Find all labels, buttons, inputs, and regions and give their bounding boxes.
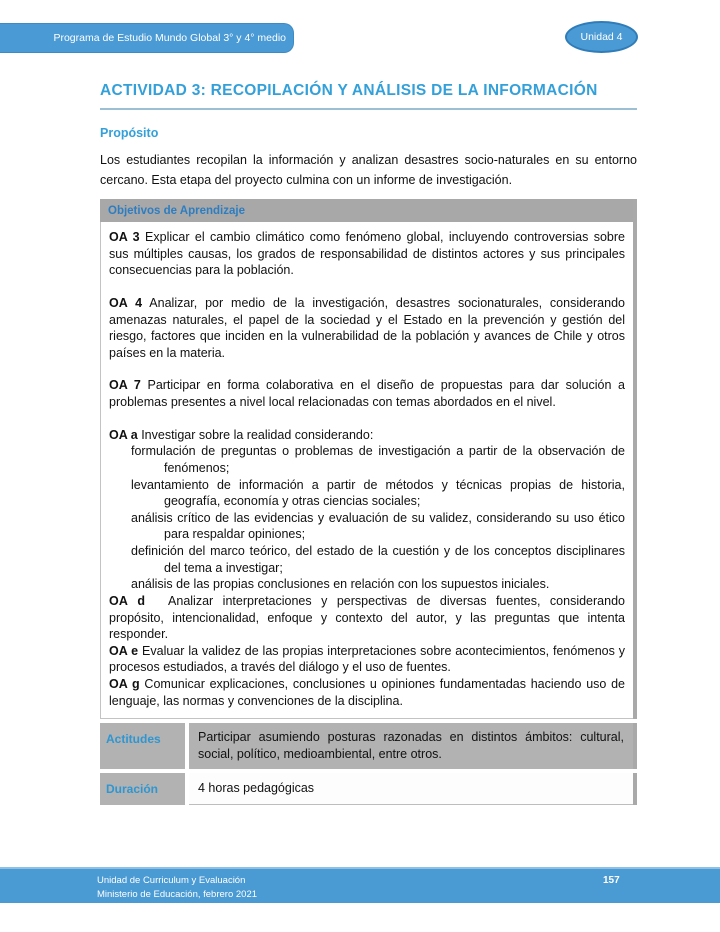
oa-item-label: OA d bbox=[109, 593, 146, 608]
oa-item bbox=[109, 229, 625, 279]
oa-item-text: Explicar el cambio climático como fenómeno global, incluyendo controversias sobre sus múltiples causas, los grados de responsabilidad de distintos actores y sus principales consecuencias para la población. bbox=[109, 230, 625, 278]
oa-item bbox=[109, 593, 625, 643]
oa-item-text: Evaluar la validez de las propias interpretaciones sobre acontecimientos, fenómenos y procesos estudiados, a través del diálogo y el uso de fuentes. bbox=[109, 643, 625, 675]
actitudes-label: Actitudes bbox=[100, 723, 185, 769]
oa-item-text: Participar en forma colaborativa en el diseño de propuestas para dar solución a problemas presentes a nivel local relacionadas con temas abordados en el nivel. bbox=[109, 378, 626, 409]
oa-item bbox=[109, 427, 625, 444]
proposito-text: Los estudiantes recopilan la información y analizan desastres socio-naturales en su entorno cercano. Esta etapa del proyecto culmina con un informe de investigación. bbox=[100, 153, 637, 187]
page-number: 157 bbox=[603, 875, 620, 886]
objetivos-table-body bbox=[100, 222, 633, 719]
footer-line1: Unidad de Curriculum y Evaluación bbox=[97, 875, 246, 886]
actitudes-text: Participar asumiendo posturas razonadas en distintos ámbitos: cultural, social, político, medioambiental, entre otros. bbox=[189, 723, 633, 769]
actitudes-row bbox=[100, 723, 637, 769]
program-title-label: Programa de Estudio Mundo Global 3° y 4° medio bbox=[53, 32, 286, 44]
objetivos-table-header: Objetivos de Aprendizaje bbox=[100, 199, 633, 222]
oa-item bbox=[109, 643, 625, 676]
oa-item bbox=[109, 377, 625, 410]
unit-badge bbox=[565, 21, 638, 53]
oa-item-text: Comunicar explicaciones, conclusiones u opiniones fundamentadas haciendo uso de lenguaje, las normas y convenciones de la disciplina. bbox=[109, 677, 625, 708]
objetivos-table bbox=[100, 199, 637, 719]
footer-line2: Ministerio de Educación, febrero 2021 bbox=[97, 888, 258, 900]
oa-item bbox=[109, 295, 625, 362]
duracion-text: 4 horas pedagógicas bbox=[189, 773, 633, 805]
oa-item-text: Analizar interpretaciones y perspectivas de diversas fuentes, considerando propósito, intencionalidad, enfoque y contexto del autor, y las preguntas que intenta responder. bbox=[109, 593, 625, 642]
footer-credits bbox=[97, 874, 257, 902]
duracion-row bbox=[100, 773, 637, 805]
page-footer bbox=[0, 867, 720, 903]
oa-subitem: levantamiento de información a partir de métodos y técnicas propias de historia, geografía, economía y otras ciencias sociales; bbox=[131, 477, 625, 509]
oa-item-label: OA e bbox=[109, 643, 139, 658]
program-title-badge bbox=[0, 23, 294, 53]
unit-badge-label: Unidad 4 bbox=[580, 31, 623, 43]
activity-title: ACTIVIDAD 3: RECOPILACIÓN Y ANÁLISIS DE LA INFORMACIÓN bbox=[100, 82, 637, 110]
oa-subitem: análisis crítico de las evidencias y evaluación de su validez, considerando su uso ético para respaldar opiniones; bbox=[131, 510, 625, 542]
oa-subitem: definición del marco teórico, del estado de la cuestión y de los conceptos disciplinares del tema a investigar; bbox=[131, 544, 625, 575]
oa-item-label: OA 4 bbox=[109, 295, 143, 310]
proposito-heading: Propósito bbox=[100, 126, 159, 140]
oa-subitem: análisis de las propias conclusiones en relación con los supuestos iniciales. bbox=[131, 577, 550, 592]
oa-item-text: Analizar, por medio de la investigación, desastres socionaturales, considerando amenazas naturales, el papel de la sociedad y el Estado en la prevención y gestión del riesgo, factores que inciden en la vulnerabilidad de la población y avances de Chile y otros países en la materia. bbox=[109, 295, 625, 360]
oa-item-text: Investigar sobre la realidad considerando: bbox=[141, 427, 374, 442]
oa-item-label: OA g bbox=[109, 677, 140, 691]
oa-item-label: OA 7 bbox=[109, 378, 141, 393]
oa-item bbox=[109, 676, 625, 709]
oa-subitem: formulación de preguntas o problemas de investigación a partir de la observación de fenómenos; bbox=[131, 444, 625, 475]
oa-item-label: OA 3 bbox=[109, 230, 140, 244]
oa-item-label: OA a bbox=[109, 427, 138, 442]
duracion-label: Duración bbox=[100, 773, 185, 805]
page-content bbox=[100, 82, 637, 805]
